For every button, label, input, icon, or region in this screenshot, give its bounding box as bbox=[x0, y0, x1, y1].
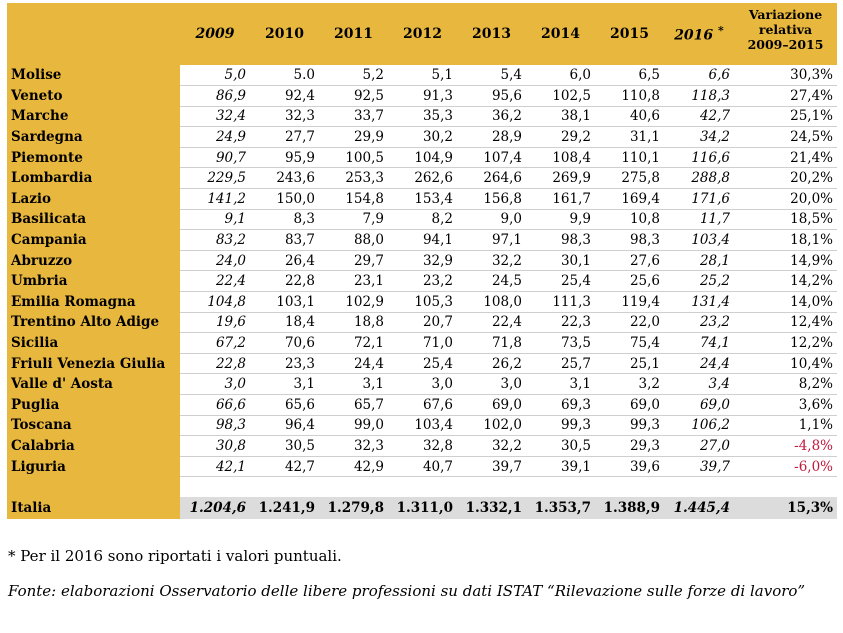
variation-cell: 10,4% bbox=[734, 353, 837, 374]
value-cell: 150,0 bbox=[250, 189, 319, 210]
value-cell: 24,4 bbox=[319, 353, 388, 374]
value-cell: 99,3 bbox=[526, 415, 595, 436]
spacer-cell bbox=[457, 477, 526, 497]
header-year-2016 bbox=[664, 3, 734, 65]
value-cell: 36,2 bbox=[457, 106, 526, 127]
value-cell: 75,4 bbox=[595, 333, 664, 354]
value-cell: 99,3 bbox=[595, 415, 664, 436]
value-cell: 32,4 bbox=[180, 106, 250, 127]
value-cell: 26,2 bbox=[457, 353, 526, 374]
value-cell: 95,6 bbox=[457, 86, 526, 107]
value-cell: 27,7 bbox=[250, 127, 319, 148]
table-row bbox=[7, 230, 837, 251]
header-year-2011: 2011 bbox=[319, 3, 388, 65]
value-cell: 88,0 bbox=[319, 230, 388, 251]
value-cell: 67,6 bbox=[388, 395, 457, 416]
spacer-cell bbox=[734, 477, 837, 497]
value-cell: 66,6 bbox=[180, 395, 250, 416]
table-body bbox=[7, 65, 837, 519]
value-cell: 7,9 bbox=[319, 209, 388, 230]
value-cell: 30,1 bbox=[526, 250, 595, 271]
value-cell: 92,4 bbox=[250, 86, 319, 107]
region-name: Liguria bbox=[7, 456, 180, 477]
value-cell: 42,9 bbox=[319, 456, 388, 477]
value-cell: 23,3 bbox=[250, 353, 319, 374]
value-cell: 25,4 bbox=[526, 271, 595, 292]
value-cell: 111,3 bbox=[526, 292, 595, 313]
value-cell: 156,8 bbox=[457, 189, 526, 210]
value-cell: 102,9 bbox=[319, 292, 388, 313]
value-cell: 30,5 bbox=[250, 436, 319, 457]
spacer-cell bbox=[388, 477, 457, 497]
variation-line-2: relativa bbox=[758, 22, 813, 37]
value-cell: 32,3 bbox=[250, 106, 319, 127]
value-cell: 141,2 bbox=[180, 189, 250, 210]
value-cell: 98,3 bbox=[595, 230, 664, 251]
variation-cell: 18,1% bbox=[734, 230, 837, 251]
value-cell: 73,5 bbox=[526, 333, 595, 354]
footnote-mark: * bbox=[718, 24, 724, 38]
value-cell: 18,8 bbox=[319, 312, 388, 333]
value-cell: 19,6 bbox=[180, 312, 250, 333]
value-cell: 102,5 bbox=[526, 86, 595, 107]
region-name: Emilia Romagna bbox=[7, 292, 180, 313]
value-cell: 72,1 bbox=[319, 333, 388, 354]
value-cell: 23,2 bbox=[388, 271, 457, 292]
value-cell: 39,7 bbox=[664, 456, 734, 477]
variation-cell: 27,4% bbox=[734, 86, 837, 107]
table-row bbox=[7, 436, 837, 457]
value-cell: 5,0 bbox=[180, 65, 250, 86]
value-cell: 33,7 bbox=[319, 106, 388, 127]
value-cell: 42,7 bbox=[250, 456, 319, 477]
variation-cell: 3,6% bbox=[734, 395, 837, 416]
value-cell: 32,3 bbox=[319, 436, 388, 457]
region-name: Sicilia bbox=[7, 333, 180, 354]
value-cell: 22,8 bbox=[250, 271, 319, 292]
value-cell: 18,4 bbox=[250, 312, 319, 333]
header-year-2010: 2010 bbox=[250, 3, 319, 65]
value-cell: 104,8 bbox=[180, 292, 250, 313]
table-row bbox=[7, 353, 837, 374]
value-cell: 243,6 bbox=[250, 168, 319, 189]
value-cell: 25,2 bbox=[664, 271, 734, 292]
value-cell: 5.0 bbox=[250, 65, 319, 86]
table-row bbox=[7, 271, 837, 292]
value-cell: 229,5 bbox=[180, 168, 250, 189]
region-name: Basilicata bbox=[7, 209, 180, 230]
value-cell: 39,7 bbox=[457, 456, 526, 477]
value-cell: 102,0 bbox=[457, 415, 526, 436]
value-cell: 169,4 bbox=[595, 189, 664, 210]
total-value-cell: 1.204,6 bbox=[180, 497, 250, 519]
value-cell: 24,4 bbox=[664, 353, 734, 374]
value-cell: 11,7 bbox=[664, 209, 734, 230]
value-cell: 103,4 bbox=[388, 415, 457, 436]
region-name: Abruzzo bbox=[7, 250, 180, 271]
variation-cell: 21,4% bbox=[734, 147, 837, 168]
value-cell: 29,3 bbox=[595, 436, 664, 457]
value-cell: 22,4 bbox=[457, 312, 526, 333]
regional-data-table bbox=[7, 3, 837, 519]
header-year-2015: 2015 bbox=[595, 3, 664, 65]
variation-cell: 14,2% bbox=[734, 271, 837, 292]
variation-cell: 30,3% bbox=[734, 65, 837, 86]
value-cell: 27,0 bbox=[664, 436, 734, 457]
value-cell: 32,2 bbox=[457, 250, 526, 271]
value-cell: 22,0 bbox=[595, 312, 664, 333]
value-cell: 253,3 bbox=[319, 168, 388, 189]
value-cell: 269,9 bbox=[526, 168, 595, 189]
value-cell: 25,6 bbox=[595, 271, 664, 292]
value-cell: 25,4 bbox=[388, 353, 457, 374]
table-row bbox=[7, 65, 837, 86]
value-cell: 8,2 bbox=[388, 209, 457, 230]
total-value-cell: 1.279,8 bbox=[319, 497, 388, 519]
value-cell: 22,8 bbox=[180, 353, 250, 374]
value-cell: 106,2 bbox=[664, 415, 734, 436]
variation-cell: 1,1% bbox=[734, 415, 837, 436]
value-cell: 275,8 bbox=[595, 168, 664, 189]
value-cell: 40,6 bbox=[595, 106, 664, 127]
value-cell: 39,1 bbox=[526, 456, 595, 477]
value-cell: 38,1 bbox=[526, 106, 595, 127]
value-cell: 42,7 bbox=[664, 106, 734, 127]
region-name: Molise bbox=[7, 65, 180, 86]
value-cell: 262,6 bbox=[388, 168, 457, 189]
table-row bbox=[7, 86, 837, 107]
total-value-cell: 1.445,4 bbox=[664, 497, 734, 519]
value-cell: 24,5 bbox=[457, 271, 526, 292]
value-cell: 34,2 bbox=[664, 127, 734, 148]
value-cell: 23,1 bbox=[319, 271, 388, 292]
value-cell: 83,2 bbox=[180, 230, 250, 251]
value-cell: 69,3 bbox=[526, 395, 595, 416]
value-cell: 5,2 bbox=[319, 65, 388, 86]
region-name: Friuli Venezia Giulia bbox=[7, 353, 180, 374]
variation-cell: 8,2% bbox=[734, 374, 837, 395]
spacer-cell bbox=[319, 477, 388, 497]
value-cell: 6,5 bbox=[595, 65, 664, 86]
value-cell: 22,4 bbox=[180, 271, 250, 292]
value-cell: 92,5 bbox=[319, 86, 388, 107]
value-cell: 3,1 bbox=[250, 374, 319, 395]
variation-cell: 24,5% bbox=[734, 127, 837, 148]
value-cell: 25,1 bbox=[595, 353, 664, 374]
value-cell: 161,7 bbox=[526, 189, 595, 210]
table-row bbox=[7, 415, 837, 436]
footnote: * Per il 2016 sono riportati i valori puntuali. bbox=[8, 547, 342, 565]
header-variation bbox=[734, 3, 837, 65]
table-row bbox=[7, 374, 837, 395]
variation-cell: 20,2% bbox=[734, 168, 837, 189]
header-row bbox=[7, 3, 837, 65]
value-cell: 171,6 bbox=[664, 189, 734, 210]
spacer-cell bbox=[526, 477, 595, 497]
header-year-2013: 2013 bbox=[457, 3, 526, 65]
variation-cell: 12,2% bbox=[734, 333, 837, 354]
variation-line-1: Variazione bbox=[748, 7, 823, 22]
value-cell: 108,4 bbox=[526, 147, 595, 168]
variation-cell: 18,5% bbox=[734, 209, 837, 230]
value-cell: 119,4 bbox=[595, 292, 664, 313]
spacer-region-cell bbox=[7, 477, 180, 497]
total-value-cell: 1.353,7 bbox=[526, 497, 595, 519]
header-year-2009: 2009 bbox=[180, 3, 250, 65]
region-name: Veneto bbox=[7, 86, 180, 107]
variation-line-3: 2009–2015 bbox=[747, 37, 824, 52]
total-value-cell: 1.332,1 bbox=[457, 497, 526, 519]
total-value-cell: 1.311,0 bbox=[388, 497, 457, 519]
value-cell: 83,7 bbox=[250, 230, 319, 251]
value-cell: 3,0 bbox=[180, 374, 250, 395]
value-cell: 6,0 bbox=[526, 65, 595, 86]
table-row bbox=[7, 127, 837, 148]
value-cell: 3,0 bbox=[457, 374, 526, 395]
value-cell: 105,3 bbox=[388, 292, 457, 313]
spacer-row bbox=[7, 477, 837, 497]
value-cell: 103,4 bbox=[664, 230, 734, 251]
value-cell: 24,9 bbox=[180, 127, 250, 148]
value-cell: 28,1 bbox=[664, 250, 734, 271]
variation-cell: 14,9% bbox=[734, 250, 837, 271]
value-cell: 9,1 bbox=[180, 209, 250, 230]
value-cell: 29,7 bbox=[319, 250, 388, 271]
value-cell: 99,0 bbox=[319, 415, 388, 436]
region-name: Trentino Alto Adige bbox=[7, 312, 180, 333]
value-cell: 288,8 bbox=[664, 168, 734, 189]
table-row bbox=[7, 209, 837, 230]
value-cell: 104,9 bbox=[388, 147, 457, 168]
value-cell: 26,4 bbox=[250, 250, 319, 271]
value-cell: 5,1 bbox=[388, 65, 457, 86]
value-cell: 32,2 bbox=[457, 436, 526, 457]
total-row bbox=[7, 497, 837, 519]
value-cell: 154,8 bbox=[319, 189, 388, 210]
region-name: Calabria bbox=[7, 436, 180, 457]
value-cell: 90,7 bbox=[180, 147, 250, 168]
value-cell: 69,0 bbox=[664, 395, 734, 416]
value-cell: 25,7 bbox=[526, 353, 595, 374]
value-cell: 35,3 bbox=[388, 106, 457, 127]
total-region-name: Italia bbox=[7, 497, 180, 519]
region-name: Valle d' Aosta bbox=[7, 374, 180, 395]
table-row bbox=[7, 147, 837, 168]
value-cell: 118,3 bbox=[664, 86, 734, 107]
value-cell: 70,6 bbox=[250, 333, 319, 354]
value-cell: 31,1 bbox=[595, 127, 664, 148]
source-note: Fonte: elaborazioni Osservatorio delle libere professioni su dati ISTAT “Rilevazione sulle forze di lavoro” bbox=[8, 582, 806, 600]
value-cell: 3,4 bbox=[664, 374, 734, 395]
value-cell: 5,4 bbox=[457, 65, 526, 86]
table-row bbox=[7, 250, 837, 271]
value-cell: 30,8 bbox=[180, 436, 250, 457]
value-cell: 23,2 bbox=[664, 312, 734, 333]
table-row bbox=[7, 292, 837, 313]
value-cell: 3,1 bbox=[526, 374, 595, 395]
spacer-cell bbox=[664, 477, 734, 497]
value-cell: 153,4 bbox=[388, 189, 457, 210]
region-name: Lombardia bbox=[7, 168, 180, 189]
variation-cell: 12,4% bbox=[734, 312, 837, 333]
variation-cell: 20,0% bbox=[734, 189, 837, 210]
value-cell: 107,4 bbox=[457, 147, 526, 168]
value-cell: 39,6 bbox=[595, 456, 664, 477]
header-year-2014: 2014 bbox=[526, 3, 595, 65]
value-cell: 10,8 bbox=[595, 209, 664, 230]
total-value-cell: 1.388,9 bbox=[595, 497, 664, 519]
table-row bbox=[7, 312, 837, 333]
table-row bbox=[7, 333, 837, 354]
value-cell: 108,0 bbox=[457, 292, 526, 313]
value-cell: 264,6 bbox=[457, 168, 526, 189]
value-cell: 29,9 bbox=[319, 127, 388, 148]
value-cell: 9,9 bbox=[526, 209, 595, 230]
value-cell: 3,2 bbox=[595, 374, 664, 395]
spacer-cell bbox=[180, 477, 250, 497]
value-cell: 30,2 bbox=[388, 127, 457, 148]
region-name: Campania bbox=[7, 230, 180, 251]
value-cell: 131,4 bbox=[664, 292, 734, 313]
table-row bbox=[7, 395, 837, 416]
value-cell: 98,3 bbox=[180, 415, 250, 436]
table-row bbox=[7, 168, 837, 189]
value-cell: 97,1 bbox=[457, 230, 526, 251]
value-cell: 65,7 bbox=[319, 395, 388, 416]
value-cell: 6,6 bbox=[664, 65, 734, 86]
value-cell: 20,7 bbox=[388, 312, 457, 333]
value-cell: 42,1 bbox=[180, 456, 250, 477]
value-cell: 100,5 bbox=[319, 147, 388, 168]
region-name: Lazio bbox=[7, 189, 180, 210]
value-cell: 3,0 bbox=[388, 374, 457, 395]
table-row bbox=[7, 456, 837, 477]
value-cell: 110,1 bbox=[595, 147, 664, 168]
value-cell: 67,2 bbox=[180, 333, 250, 354]
value-cell: 22,3 bbox=[526, 312, 595, 333]
region-name: Puglia bbox=[7, 395, 180, 416]
variation-cell: -6,0% bbox=[734, 456, 837, 477]
value-cell: 95,9 bbox=[250, 147, 319, 168]
header-year-2016-label: 2016 bbox=[674, 27, 714, 44]
value-cell: 69,0 bbox=[457, 395, 526, 416]
value-cell: 32,8 bbox=[388, 436, 457, 457]
value-cell: 28,9 bbox=[457, 127, 526, 148]
variation-cell: -4,8% bbox=[734, 436, 837, 457]
value-cell: 27,6 bbox=[595, 250, 664, 271]
value-cell: 116,6 bbox=[664, 147, 734, 168]
value-cell: 65,6 bbox=[250, 395, 319, 416]
value-cell: 110,8 bbox=[595, 86, 664, 107]
value-cell: 103,1 bbox=[250, 292, 319, 313]
value-cell: 71,0 bbox=[388, 333, 457, 354]
table-row bbox=[7, 106, 837, 127]
total-value-cell: 1.241,9 bbox=[250, 497, 319, 519]
region-name: Sardegna bbox=[7, 127, 180, 148]
value-cell: 3,1 bbox=[319, 374, 388, 395]
variation-cell: 14,0% bbox=[734, 292, 837, 313]
region-name: Toscana bbox=[7, 415, 180, 436]
value-cell: 96,4 bbox=[250, 415, 319, 436]
variation-cell: 25,1% bbox=[734, 106, 837, 127]
region-name: Marche bbox=[7, 106, 180, 127]
value-cell: 8,3 bbox=[250, 209, 319, 230]
value-cell: 24,0 bbox=[180, 250, 250, 271]
value-cell: 9,0 bbox=[457, 209, 526, 230]
region-name: Umbria bbox=[7, 271, 180, 292]
value-cell: 30,5 bbox=[526, 436, 595, 457]
value-cell: 32,9 bbox=[388, 250, 457, 271]
total-variation-cell: 15,3% bbox=[734, 497, 837, 519]
table-header bbox=[7, 3, 837, 65]
value-cell: 74,1 bbox=[664, 333, 734, 354]
value-cell: 71,8 bbox=[457, 333, 526, 354]
value-cell: 40,7 bbox=[388, 456, 457, 477]
region-name: Piemonte bbox=[7, 147, 180, 168]
value-cell: 29,2 bbox=[526, 127, 595, 148]
value-cell: 86,9 bbox=[180, 86, 250, 107]
table-row bbox=[7, 189, 837, 210]
spacer-cell bbox=[250, 477, 319, 497]
header-region-cell bbox=[7, 3, 180, 65]
spacer-cell bbox=[595, 477, 664, 497]
header-year-2012: 2012 bbox=[388, 3, 457, 65]
value-cell: 94,1 bbox=[388, 230, 457, 251]
value-cell: 91,3 bbox=[388, 86, 457, 107]
value-cell: 69,0 bbox=[595, 395, 664, 416]
value-cell: 98,3 bbox=[526, 230, 595, 251]
